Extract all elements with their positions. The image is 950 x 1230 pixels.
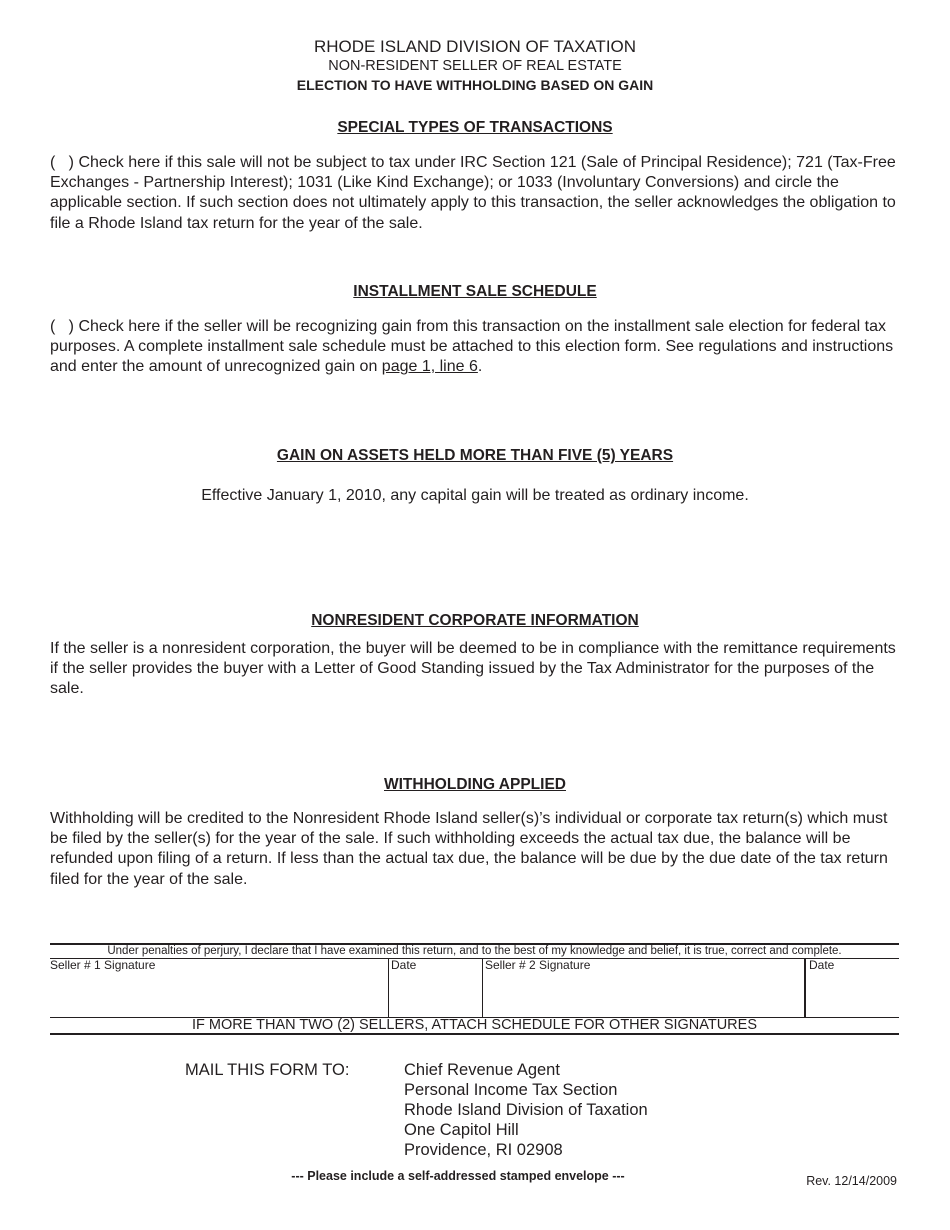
gain-assets-text: Effective January 1, 2010, any capital gain will be treated as ordinary income. <box>201 487 749 504</box>
more-sellers-note: IF MORE THAN TWO (2) SELLERS, ATTACH SCHEDULE FOR OTHER SIGNATURES <box>191 1017 758 1033</box>
special-types-checkbox[interactable]: ( ) <box>50 154 74 171</box>
signature-divider <box>388 959 389 1017</box>
date2-label: Date <box>809 958 835 972</box>
seller2-signature-field[interactable] <box>485 958 803 1016</box>
nonresident-corp-heading: NONRESIDENT CORPORATE INFORMATION <box>311 612 639 629</box>
signature-divider <box>804 959 806 1017</box>
seller2-signature-label: Seller # 2 Signature <box>485 958 591 972</box>
address-line: Rhode Island Division of Taxation <box>404 1101 648 1119</box>
perjury-declaration: Under penalties of perjury, I declare that I have examined this return, and to the best of my knowledge and belief, it is true, correct and complete. <box>107 945 842 957</box>
withholding-heading: WITHHOLDING APPLIED <box>384 776 566 793</box>
more-sellers-rule <box>50 1033 899 1035</box>
signature-divider <box>482 959 483 1017</box>
seller1-signature-label: Seller # 1 Signature <box>50 958 156 972</box>
envelope-note: --- Please include a self-addressed stamped envelope --- <box>291 1169 625 1183</box>
address-line: Personal Income Tax Section <box>404 1081 618 1099</box>
special-types-text: Check here if this sale will not be subject to tax under IRC Section 121 (Sale of Principal Residence); 721 (Tax-Free Exchanges - Partnership Interest); 1031 (Like Kind Exchange); or 1033 (Involuntary Conversions) and circle the applicable section. If such section does not ultimately apply to this transaction, the seller acknowledges the obligation to file a Rhode Island tax return for the year of the sale. <box>50 154 896 232</box>
mail-address <box>404 1060 648 1160</box>
gain-assets-heading: GAIN ON ASSETS HELD MORE THAN FIVE (5) YEARS <box>276 447 674 464</box>
date2-field[interactable] <box>809 958 897 1016</box>
installment-paragraph <box>50 317 900 378</box>
installment-text: Check here if the seller will be recognizing gain from this transaction on the installment sale election for federal tax purposes. A complete installment sale schedule must be attached to this election form. See regulations and instructions and enter the amount of unrecognized gain on <box>50 318 894 376</box>
form-subtitle: NON-RESIDENT SELLER OF REAL ESTATE <box>328 58 622 74</box>
form-name: ELECTION TO HAVE WITHHOLDING BASED ON GAIN <box>296 77 654 93</box>
revision-date: Rev. 12/14/2009 <box>806 1174 897 1188</box>
address-line: One Capitol Hill <box>404 1121 519 1139</box>
form-title: RHODE ISLAND DIVISION OF TAXATION <box>313 37 637 56</box>
date1-label: Date <box>391 958 417 972</box>
address-line: Chief Revenue Agent <box>404 1061 560 1079</box>
page-line-reference: page 1, line 6 <box>381 358 478 376</box>
mail-label: MAIL THIS FORM TO: <box>185 1061 350 1079</box>
installment-checkbox[interactable]: ( ) <box>50 318 74 335</box>
date1-field[interactable] <box>391 958 481 1016</box>
installment-period: . <box>477 358 483 376</box>
withholding-text: Withholding will be credited to the Nonresident Rhode Island seller(s)’s individual or corporate tax return(s) which must be filed by the seller(s) for the year of the sale. If such withholding exceeds the actual tax due, the balance will be refunded upon filing of a return. If less than the actual tax due, the balance will be due by the due date of the tax return filed for the year of the sale. <box>50 810 888 888</box>
installment-heading: INSTALLMENT SALE SCHEDULE <box>353 283 597 300</box>
special-types-heading: SPECIAL TYPES OF TRANSACTIONS <box>337 119 613 136</box>
nonresident-corp-text: If the seller is a nonresident corporation, the buyer will be deemed to be in compliance with the remittance requirements if the seller provides the buyer with a Letter of Good Standing issued by the Tax Administrator for the purposes of the sale. <box>50 640 896 698</box>
seller1-signature-field[interactable] <box>50 958 386 1016</box>
special-types-paragraph <box>50 153 900 234</box>
address-line: Providence, RI 02908 <box>404 1141 563 1159</box>
